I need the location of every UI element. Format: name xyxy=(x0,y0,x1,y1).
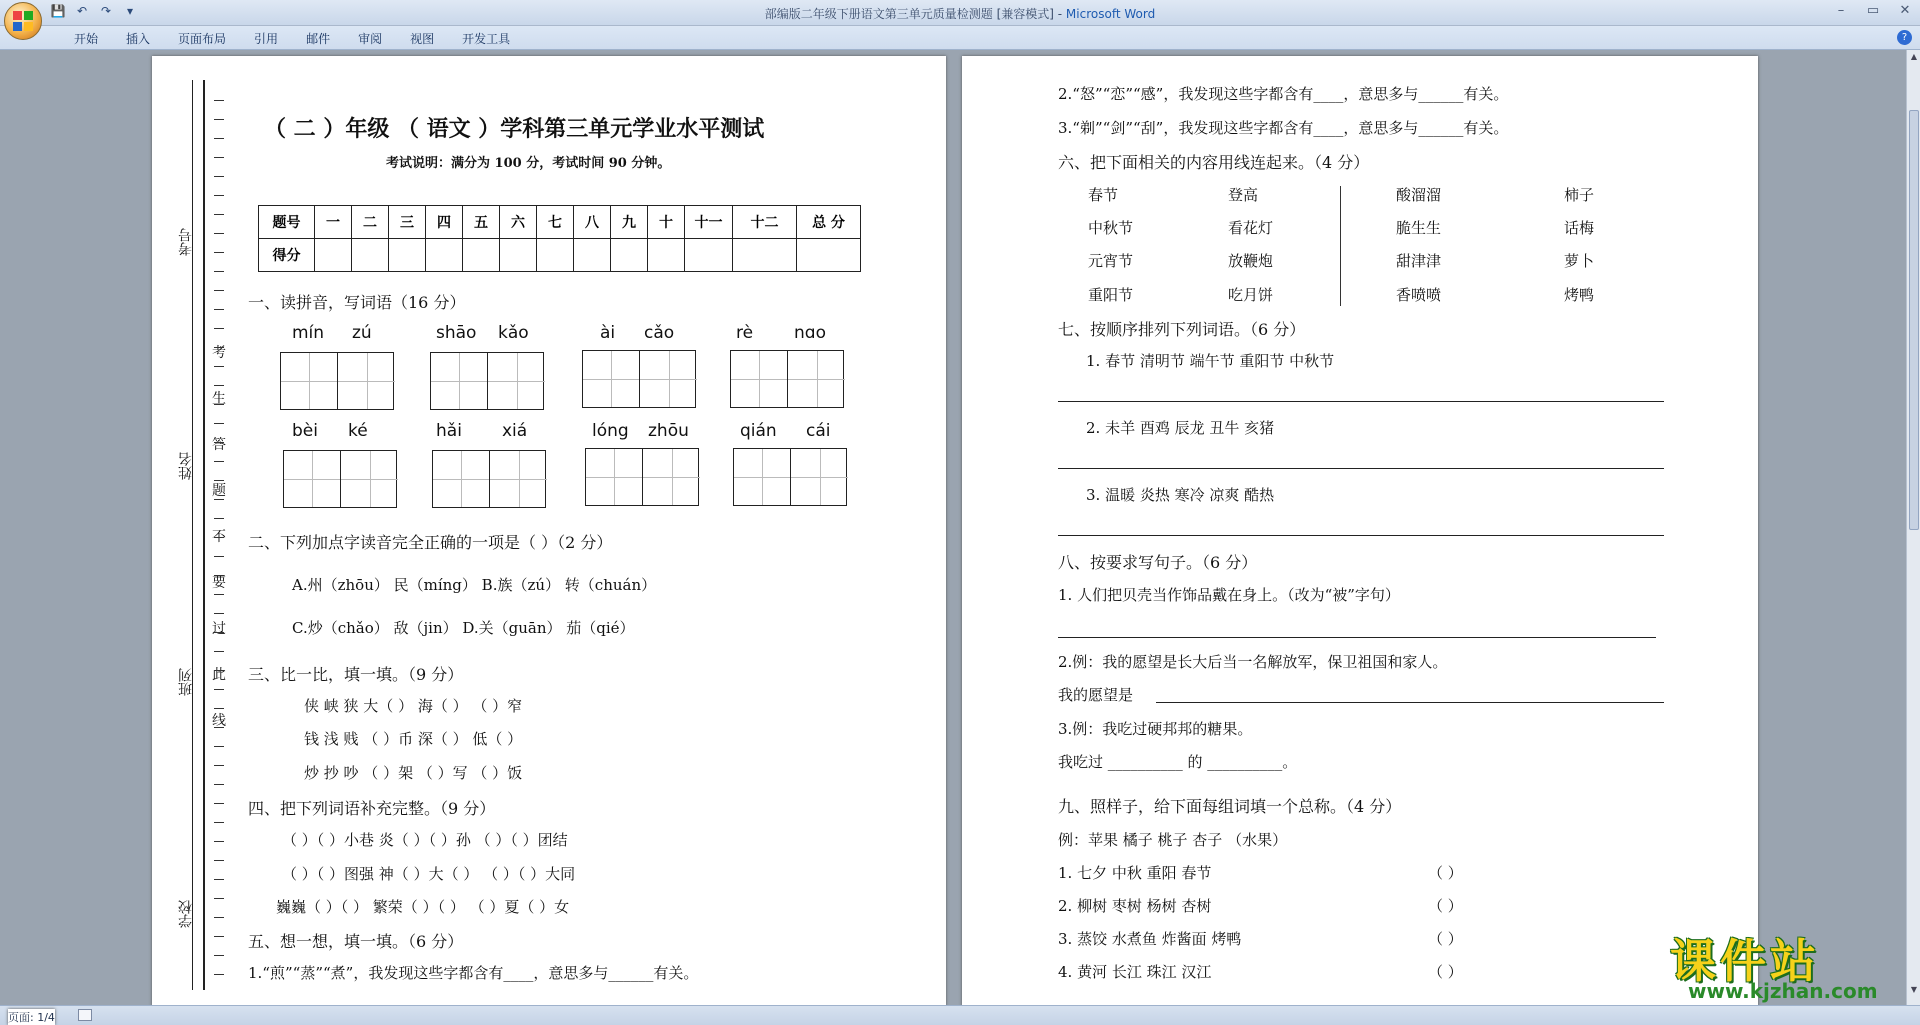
tianzige-box[interactable] xyxy=(730,350,844,408)
q9-answer-paren[interactable]: （ ） xyxy=(1428,864,1463,882)
q6-item[interactable]: 元宵节 xyxy=(1088,252,1134,270)
pinyin: hǎi xyxy=(436,421,462,441)
binding-dash xyxy=(214,271,224,272)
tab-developer[interactable]: 开发工具 xyxy=(462,32,511,46)
maximize-icon[interactable]: ▭ xyxy=(1866,3,1880,18)
label-banji: 班列 xyxy=(178,668,194,696)
q6-item[interactable]: 香喷喷 xyxy=(1396,286,1442,304)
binding-dash xyxy=(214,594,224,595)
binding-dash xyxy=(214,252,224,253)
binding-dash xyxy=(214,309,224,310)
customize-qat-icon[interactable]: ▾ xyxy=(126,4,134,18)
binding-dash xyxy=(214,879,224,880)
watermark-title: 课件站 xyxy=(1670,934,1820,988)
q9-title: 九、照样子，给下面每组词填一个总称。（4 分） xyxy=(1058,797,1402,816)
score-table-cell: 十二 xyxy=(733,206,797,239)
q3-line: 侠 峡 狭 大（ ） 海（ ） （ ）窄 xyxy=(304,697,523,715)
document-title: 部编版二年级下册语文第三单元质量检测题 [兼容模式] - xyxy=(764,7,1066,21)
binding-dash xyxy=(214,613,224,614)
title-bar xyxy=(0,0,1920,26)
binding-dash xyxy=(214,689,224,690)
q6-item[interactable]: 酸溜溜 xyxy=(1396,186,1442,204)
binding-dash xyxy=(214,974,224,975)
q9-item: 4. 黄河 长江 珠江 汉江 xyxy=(1058,963,1212,981)
binding-warning-2: 生 xyxy=(212,391,226,407)
q4-title: 四、把下列词语补充完整。（9 分） xyxy=(248,799,496,818)
q8-item-1: 1. 人们把贝壳当作饰品戴在身上。（改为“被”字句） xyxy=(1058,586,1400,604)
q6-item[interactable]: 萝卜 xyxy=(1564,252,1595,270)
pinyin: mín xyxy=(292,323,325,343)
binding-dash xyxy=(214,290,224,291)
pinyin: cǎo xyxy=(644,323,675,343)
tab-page-layout[interactable]: 页面布局 xyxy=(178,32,227,46)
q9-answer-paren[interactable]: （ ） xyxy=(1428,930,1463,948)
binding-dash xyxy=(214,727,224,728)
app-name: Microsoft Word xyxy=(1065,7,1156,21)
binding-dash xyxy=(214,499,224,500)
q8-title: 八、按要求写句子。（6 分） xyxy=(1058,553,1258,572)
score-input-cell[interactable] xyxy=(574,239,611,272)
score-table-cell: 二 xyxy=(352,206,389,239)
q9-item: 1. 七夕 中秋 重阳 春节 xyxy=(1058,864,1212,882)
answer-line[interactable] xyxy=(1058,535,1664,536)
score-table-cell: 三 xyxy=(389,206,426,239)
binding-dash xyxy=(214,119,224,120)
binding-dash xyxy=(214,157,224,158)
q9-answer-paren[interactable]: （ ） xyxy=(1428,897,1463,915)
q9-answer-paren[interactable]: （ ） xyxy=(1428,963,1463,981)
q6-item[interactable]: 吃月饼 xyxy=(1228,286,1274,304)
tianzige-box[interactable] xyxy=(585,448,699,506)
pinyin: zhōu xyxy=(648,421,689,441)
binding-dash xyxy=(214,537,224,538)
binding-dash xyxy=(214,442,224,443)
score-table-cell: 十一 xyxy=(685,206,733,239)
tab-insert[interactable]: 插入 xyxy=(126,32,151,46)
ribbon-tabs xyxy=(0,26,1920,50)
score-table-cell: 六 xyxy=(500,206,537,239)
score-table-cell: 七 xyxy=(537,206,574,239)
binding-dash xyxy=(214,100,224,101)
q5-title: 五、想一想，填一填。（6 分） xyxy=(248,932,464,951)
binding-warning-5: 不 xyxy=(212,529,226,545)
tianzige-box[interactable] xyxy=(582,350,696,408)
binding-dash xyxy=(214,651,224,652)
tianzige-box[interactable] xyxy=(733,448,847,506)
tab-references[interactable]: 引用 xyxy=(254,32,279,46)
q2-option-ab: A.州（zhōu） 民（míng） B.族（zú） 转（chuán） xyxy=(292,576,657,594)
q5-line-3: 3.“剃”“剑”“刮”，我发现这些字都含有____，意思多与______有关。 xyxy=(1058,119,1509,137)
proofing-icon[interactable] xyxy=(78,1009,92,1021)
label-xingming: 姓名 xyxy=(178,452,194,480)
score-table-cell: 总 分 xyxy=(797,206,861,239)
answer-line[interactable] xyxy=(1058,637,1656,638)
q9-example: 例：苹果 橘子 桃子 杏子 （水果） xyxy=(1058,831,1288,849)
score-input-cell[interactable] xyxy=(537,239,574,272)
q7-item: 2. 未羊 酉鸡 辰龙 丑牛 亥猪 xyxy=(1086,419,1275,437)
score-table-score-row xyxy=(259,239,861,272)
status-bar xyxy=(0,1005,1920,1025)
q4-line: （ ）（ ）图强 神（ ）大（ ） （ ）（ ）大同 xyxy=(282,865,576,883)
score-table-cell: 得分 xyxy=(259,239,315,272)
binding-dash xyxy=(214,746,224,747)
redo-icon[interactable]: ↷ xyxy=(100,4,112,18)
score-input-cell[interactable] xyxy=(426,239,463,272)
score-table-cell: 九 xyxy=(611,206,648,239)
pinyin: xiá xyxy=(502,421,528,441)
scroll-down-icon[interactable]: ▼ xyxy=(1910,985,1918,994)
score-input-cell[interactable] xyxy=(685,239,733,272)
binding-line xyxy=(192,80,193,990)
pinyin: qián xyxy=(740,421,777,441)
binding-dash xyxy=(214,575,224,576)
score-input-cell[interactable] xyxy=(352,239,389,272)
q8-item-2: 2.例：我的愿望是长大后当一名解放军，保卫祖国和家人。 xyxy=(1058,653,1448,671)
pinyin: kǎo xyxy=(498,323,529,343)
score-table-cell: 八 xyxy=(574,206,611,239)
score-table xyxy=(258,205,861,272)
tab-view[interactable]: 视图 xyxy=(410,32,435,46)
binding-dash xyxy=(214,841,224,842)
exam-title: （ 二 ）年级 （ 语文 ）学科第三单元学业水平测试 xyxy=(264,116,765,142)
label-xuexiao: 学校 xyxy=(178,900,194,928)
binding-dash xyxy=(214,784,224,785)
scrollbar-thumb[interactable] xyxy=(1909,110,1919,530)
window-controls xyxy=(1832,3,1914,18)
score-table-cell: 十 xyxy=(648,206,685,239)
q6-item[interactable]: 甜津津 xyxy=(1396,252,1442,270)
binding-warning-9: 线 xyxy=(212,713,226,729)
pinyin: bèi xyxy=(292,421,318,441)
binding-dash xyxy=(214,480,224,481)
tab-review[interactable]: 审阅 xyxy=(358,32,383,46)
q6-item[interactable]: 中秋节 xyxy=(1088,219,1134,237)
binding-dash xyxy=(214,404,224,405)
tab-mailings[interactable]: 邮件 xyxy=(306,32,331,46)
answer-line[interactable] xyxy=(1156,702,1664,703)
q9-item: 3. 蒸饺 水煮鱼 炸酱面 烤鸭 xyxy=(1058,930,1242,948)
q6-item[interactable]: 脆生生 xyxy=(1396,219,1442,237)
q7-item: 1. 春节 清明节 端午节 重阳节 中秋节 xyxy=(1086,352,1335,370)
binding-dash xyxy=(214,670,224,671)
q2-title: 二、下列加点字读音完全正确的一项是（ ）（2 分） xyxy=(248,533,613,552)
binding-dash xyxy=(214,955,224,956)
help-icon[interactable]: ? xyxy=(1897,30,1912,45)
score-input-cell[interactable] xyxy=(611,239,648,272)
answer-line[interactable] xyxy=(1058,401,1664,402)
score-table-header-row xyxy=(259,206,861,239)
pinyin: ké xyxy=(348,421,368,441)
tianzige-box[interactable] xyxy=(432,450,546,508)
pinyin: shāo xyxy=(436,323,477,343)
binding-dash xyxy=(214,860,224,861)
binding-dash xyxy=(214,556,224,557)
score-input-cell[interactable] xyxy=(733,239,797,272)
q6-item[interactable]: 春节 xyxy=(1088,186,1119,204)
binding-dash xyxy=(214,461,224,462)
q7-title: 七、按顺序排列下列词语。（6 分） xyxy=(1058,320,1306,339)
score-table-cell: 五 xyxy=(463,206,500,239)
pinyin: nɑo xyxy=(794,323,826,343)
watermark-url: www.kjzhan.com xyxy=(1688,979,1878,1003)
q6-item[interactable]: 话梅 xyxy=(1564,219,1595,237)
minimize-icon[interactable]: – xyxy=(1837,3,1845,18)
pinyin: cái xyxy=(806,421,831,441)
q6-item[interactable]: 放鞭炮 xyxy=(1228,252,1274,270)
scroll-up-icon[interactable]: ▲ xyxy=(1910,52,1918,61)
office-button[interactable] xyxy=(4,2,42,40)
save-icon[interactable]: 💾 xyxy=(50,4,66,18)
q6-item[interactable]: 柿子 xyxy=(1564,186,1595,204)
binding-dash xyxy=(214,176,224,177)
binding-dash xyxy=(214,195,224,196)
exam-note: 考试说明：满分为 100 分，考试时间 90 分钟。 xyxy=(386,156,671,171)
tianzige-box[interactable] xyxy=(283,450,397,508)
binding-warning-4: 题 xyxy=(212,483,226,499)
score-table-cell: 一 xyxy=(315,206,352,239)
binding-dash xyxy=(214,138,224,139)
label-kaohao: 考号 xyxy=(178,228,194,256)
q8-item-3-answer: 我吃过 __________ 的 __________。 xyxy=(1058,753,1298,771)
binding-dash xyxy=(214,214,224,215)
q9-item: 2. 柳树 枣树 杨树 杏树 xyxy=(1058,897,1212,915)
close-icon[interactable]: ✕ xyxy=(1899,3,1911,18)
binding-dash xyxy=(214,708,224,709)
q6-item[interactable]: 看花灯 xyxy=(1228,219,1274,237)
undo-icon[interactable]: ↶ xyxy=(76,4,88,18)
q3-line: 炒 抄 吵 （ ）架 （ ）写 （ ）饭 xyxy=(304,764,523,782)
score-input-cell[interactable] xyxy=(500,239,537,272)
binding-warning-6: 要 xyxy=(212,575,226,591)
window-title xyxy=(0,5,1920,22)
score-table-cell: 四 xyxy=(426,206,463,239)
binding-dash xyxy=(214,233,224,234)
binding-dash xyxy=(214,898,224,899)
binding-dash xyxy=(214,917,224,918)
binding-dash xyxy=(214,765,224,766)
tianzige-box[interactable] xyxy=(280,352,394,410)
binding-dash xyxy=(214,803,224,804)
binding-dash xyxy=(214,347,224,348)
score-input-cell[interactable] xyxy=(463,239,500,272)
q8-item-3: 3.例：我吃过硬邦邦的糖果。 xyxy=(1058,720,1253,738)
pinyin: zú xyxy=(352,323,372,343)
q5-line-1: 1.“煎”“蒸”“煮”，我发现这些字都含有____，意思多与______有关。 xyxy=(248,964,699,982)
binding-warning-8: 此 xyxy=(212,667,226,683)
page-count[interactable]: 页面: 1/4 xyxy=(8,1011,55,1024)
binding-dash xyxy=(214,385,224,386)
binding-dash xyxy=(214,366,224,367)
q5-line-2: 2.“怒”“恋”“感”，我发现这些字都含有____，意思多与______有关。 xyxy=(1058,85,1509,103)
q6-item[interactable]: 重阳节 xyxy=(1088,286,1134,304)
score-table-cell: 题号 xyxy=(259,206,315,239)
binding-warning-3: 答 xyxy=(212,437,226,453)
vertical-scrollbar[interactable] xyxy=(1906,50,1920,1005)
q6-item[interactable]: 烤鸭 xyxy=(1564,286,1595,304)
pinyin: ài xyxy=(600,323,616,343)
binding-warning-7: 过 xyxy=(212,621,226,637)
binding-dash xyxy=(214,632,224,633)
q7-item: 3. 温暖 炎热 寒冷 凉爽 酷热 xyxy=(1086,486,1275,504)
q3-title: 三、比一比，填一填。（9 分） xyxy=(248,665,464,684)
binding-dash xyxy=(214,518,224,519)
q4-line: （ ）（ ）小巷 炎（ ）（ ）孙 （ ）（ ）团结 xyxy=(282,831,568,849)
q8-item-2-answer: 我的愿望是 xyxy=(1058,686,1134,704)
answer-line[interactable] xyxy=(1058,468,1664,469)
binding-dash xyxy=(214,328,224,329)
kjzhan-watermark xyxy=(1670,925,1906,1003)
q1-title: 一、读拼音，写词语（16 分） xyxy=(248,293,466,312)
pinyin: lóng xyxy=(592,421,629,441)
score-input-cell[interactable] xyxy=(797,239,861,272)
binding-warning-1: 考 xyxy=(212,345,226,361)
score-input-cell[interactable] xyxy=(648,239,685,272)
score-input-cell[interactable] xyxy=(315,239,352,272)
q6-divider xyxy=(1340,186,1341,306)
office-logo-icon xyxy=(13,11,33,31)
pinyin: rè xyxy=(736,323,754,343)
binding-dash xyxy=(214,423,224,424)
binding-dash xyxy=(214,936,224,937)
q4-line: 巍巍（ ）（ ） 繁荣（ ）（ ） （ ）夏（ ）女 xyxy=(276,898,570,916)
tab-home[interactable]: 开始 xyxy=(74,32,99,46)
binding-line-bold xyxy=(203,80,205,990)
q3-line: 钱 浅 贱 （ ）币 深（ ） 低（ ） xyxy=(304,730,523,748)
binding-dash xyxy=(214,822,224,823)
q6-item[interactable]: 登高 xyxy=(1228,186,1259,204)
q6-title: 六、把下面相关的内容用线连起来。（4 分） xyxy=(1058,153,1370,172)
q2-option-cd: C.炒（chǎo） 敌（jin） D.关（guān） 茄（qié） xyxy=(292,619,635,637)
score-input-cell[interactable] xyxy=(389,239,426,272)
tianzige-box[interactable] xyxy=(430,352,544,410)
